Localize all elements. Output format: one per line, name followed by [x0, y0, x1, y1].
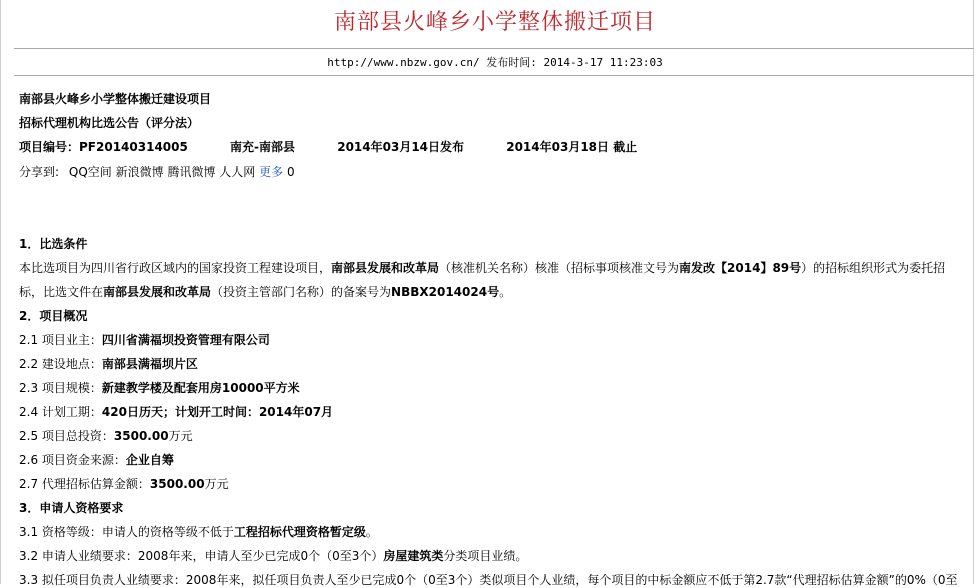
item-end: 分类项目业绩。: [443, 549, 528, 563]
title-divider: [14, 48, 974, 49]
share-count: 0: [286, 165, 295, 179]
publish-date: 2014年03月14日发布: [337, 140, 465, 154]
source-line: [0, 56, 979, 70]
item-label: 2.5 项目总投资：: [19, 429, 114, 443]
item-unit: 万元: [168, 429, 193, 443]
share-tencent-link[interactable]: 腾讯微博: [167, 165, 216, 179]
item-value: 四川省满福坝投资管理有限公司: [101, 333, 270, 347]
sec1-heading: 1．比选条件: [19, 237, 88, 251]
publish-label: 发布时间:: [486, 56, 537, 69]
sec2-heading: 2．项目概况: [19, 309, 88, 323]
sec2-item-agency-amount: [19, 476, 229, 492]
item-value: 420日历天；计划开工时间：2014年07月: [101, 405, 334, 419]
project-no: PF20140314005: [79, 140, 188, 154]
item-label: 2.4 计划工期：: [19, 405, 102, 419]
deadline: 2014年03月18日 截止: [506, 140, 638, 154]
publish-time: 2014-3-17 11:23:03: [543, 56, 663, 69]
sec1-doc-no: 南发改【2014】89号: [679, 261, 802, 275]
frame-left-border: [0, 0, 1, 584]
item-value: 房屋建筑类: [383, 549, 444, 563]
item-label: 3.1 资格等级：申请人的资格等级不低于: [19, 525, 234, 539]
notice-meta-row: [19, 139, 637, 155]
sec2-item-owner: [19, 332, 270, 348]
item-label: 2.2 建设地点：: [19, 357, 102, 371]
sec1-text-5: 。: [499, 285, 512, 299]
share-label: 分享到:: [19, 165, 60, 179]
item-label: 2.3 项目规模：: [19, 381, 102, 395]
sec3-heading: 3．申请人资格要求: [19, 501, 124, 515]
share-bar: [19, 164, 295, 180]
item-unit: 万元: [204, 477, 229, 491]
item-value: 3500.00: [113, 429, 169, 443]
notice-subtitle: 招标代理机构比选公告（评分法）: [19, 116, 200, 130]
sec2-item-investment: [19, 428, 193, 444]
page-title: 南部县火峰乡小学整体搬迁项目: [333, 10, 656, 35]
sec1-approver: 南部县发展和改革局: [331, 261, 440, 275]
sec1-authority: 南部县发展和改革局: [103, 285, 212, 299]
region: 南充-南部县: [230, 140, 296, 154]
share-weibo-link[interactable]: 新浪微博: [115, 165, 164, 179]
sec1-text-3: ）的招标组织形式为委托招标，比选文件在: [19, 261, 946, 299]
frame-right-border: [973, 0, 974, 584]
sec2-item-scale: [19, 380, 300, 396]
sec3-item-qualification: [19, 524, 378, 540]
sec2-item-location: [19, 356, 198, 372]
sec1-record-no: NBBX2014024号: [391, 285, 500, 299]
item-value: 企业自筹: [125, 453, 174, 467]
sec2-item-schedule: [19, 404, 333, 420]
sec1-paragraph: [19, 256, 959, 304]
item-value: 南部县满福坝片区: [101, 357, 198, 371]
sec1-text-4: （投资主管部门名称）的备案号为: [211, 285, 392, 299]
sec3-item-performance: [19, 548, 527, 564]
sec1-text-2: （核准机关名称）核准（招标事项核准文号为: [439, 261, 680, 275]
item-label: 2.7 代理招标估算金额：: [19, 477, 150, 491]
item-label: 2.1 项目业主：: [19, 333, 102, 347]
share-renren-link[interactable]: 人人网: [219, 165, 256, 179]
share-qzone-link[interactable]: QQ空间: [68, 165, 112, 179]
project-no-label: 项目编号：: [19, 140, 80, 154]
item-label: 3.2 申请人业绩要求：2008年来，申请人至少已完成0个（0至3个）: [19, 549, 384, 563]
item-value: 3500.00: [149, 477, 205, 491]
share-more-link[interactable]: 更多: [259, 165, 284, 179]
sec1-text-1: 本比选项目为四川省行政区域内的国家投资工程建设项目，: [19, 261, 332, 275]
item-end: 。: [365, 525, 378, 539]
item-value: 新建教学楼及配套用房10000平方米: [101, 381, 300, 395]
sec3-item-manager: 3.3 拟任项目负责人业绩要求：2008年来，拟任项目负责人至少已完成0个（0至3个）类似项目个人业绩，每个项目的中标金额应不低于第2.7款“代理招标估算金额”的0%（0至: [19, 573, 958, 587]
source-divider: [14, 75, 974, 76]
notice-project-name: 南部县火峰乡小学整体搬迁建设项目: [19, 92, 212, 106]
item-value: 工程招标代理资格暂定级: [233, 525, 366, 539]
item-label: 2.6 项目资金来源：: [19, 453, 126, 467]
sec2-item-funding: [19, 452, 174, 468]
source-link[interactable]: http://www.nbzw.gov.cn/: [327, 56, 480, 69]
